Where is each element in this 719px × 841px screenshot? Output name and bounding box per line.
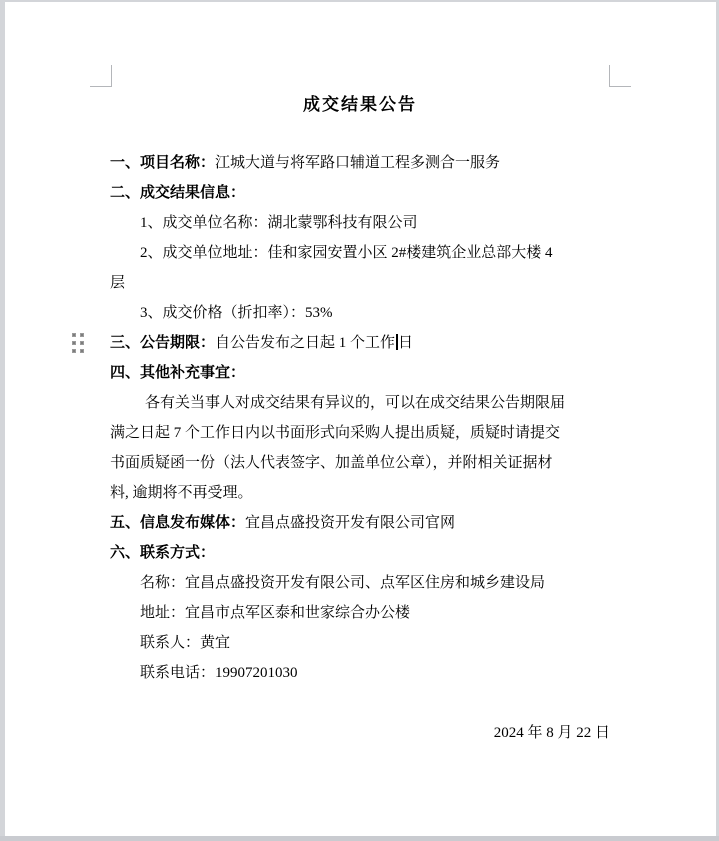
line-result-info-heading (0, 178, 719, 208)
line-winner-name (0, 208, 719, 238)
line-objection-para-4 (0, 478, 719, 508)
line-objection-para-3 (0, 448, 719, 478)
line-announcement-period (0, 328, 719, 358)
line-contact-phone (0, 658, 719, 688)
line-text: 各有关当事人对成交结果有异议的，可以在成交结果公告期限届 (145, 395, 566, 411)
line-text: 地址：宜昌市点军区泰和世家综合办公楼 (140, 605, 411, 621)
line-text: 满之日起 7 个工作日内以书面形式向采购人提出质疑，质疑时请提交 (110, 425, 561, 441)
line-label: 六、联系方式： (110, 545, 216, 561)
line-label: 三、公告期限： (110, 335, 216, 351)
line-text: 2、成交单位地址：佳和家园安置小区 2#楼建筑企业总部大楼 4 (140, 245, 553, 261)
document-title: 成交结果公告 (303, 95, 417, 114)
line-price (0, 298, 719, 328)
line-contact-address (0, 598, 719, 628)
line-text: 江城大道与将军路口辅道工程多测合一服务 (215, 155, 501, 171)
page-edge-bottom (0, 836, 719, 841)
line-winner-address (0, 238, 719, 268)
document-body[interactable] (0, 148, 719, 748)
line-text: 层 (110, 275, 126, 291)
line-address-wrap (0, 268, 719, 298)
line-text: 联系人：黄宜 (140, 635, 231, 651)
announcement-date: 2024 年 8 月 22 日 (493, 725, 610, 741)
line-objection-para-1 (0, 388, 719, 418)
page-edge-top (0, 0, 719, 2)
margin-corner-mark-top-left-icon (90, 65, 112, 87)
line-project-name (0, 148, 719, 178)
line-text: 自公告发布之日起 1 个工作 (215, 335, 396, 351)
margin-corner-mark-top-right-icon (609, 65, 631, 87)
line-contact-person (0, 628, 719, 658)
line-text-after-caret: 日 (398, 335, 414, 351)
line-label: 二、成交结果信息： (110, 185, 246, 201)
line-contact-name (0, 568, 719, 598)
line-text: 书面质疑函一份（法人代表签字、加盖单位公章），并附相关证据材 (110, 455, 553, 471)
line-text: 3、成交价格（折扣率）：53% (140, 305, 333, 321)
line-label: 一、项目名称： (110, 155, 216, 171)
line-other-matters-heading (0, 358, 719, 388)
line-text: 1、成交单位名称：湖北蒙鄂科技有限公司 (140, 215, 418, 231)
line-text: 名称：宜昌点盛投资开发有限公司、点军区住房和城乡建设局 (140, 575, 546, 591)
line-text: 联系电话：19907201030 (140, 665, 298, 681)
line-publish-media (0, 508, 719, 538)
line-label: 五、信息发布媒体： (110, 515, 246, 531)
line-text: 宜昌点盛投资开发有限公司官网 (245, 515, 456, 531)
line-label: 四、其他补充事宜： (110, 365, 246, 381)
line-contact-heading (0, 538, 719, 568)
line-text: 料, 逾期将不再受理。 (110, 485, 253, 501)
line-objection-para-2 (0, 418, 719, 448)
